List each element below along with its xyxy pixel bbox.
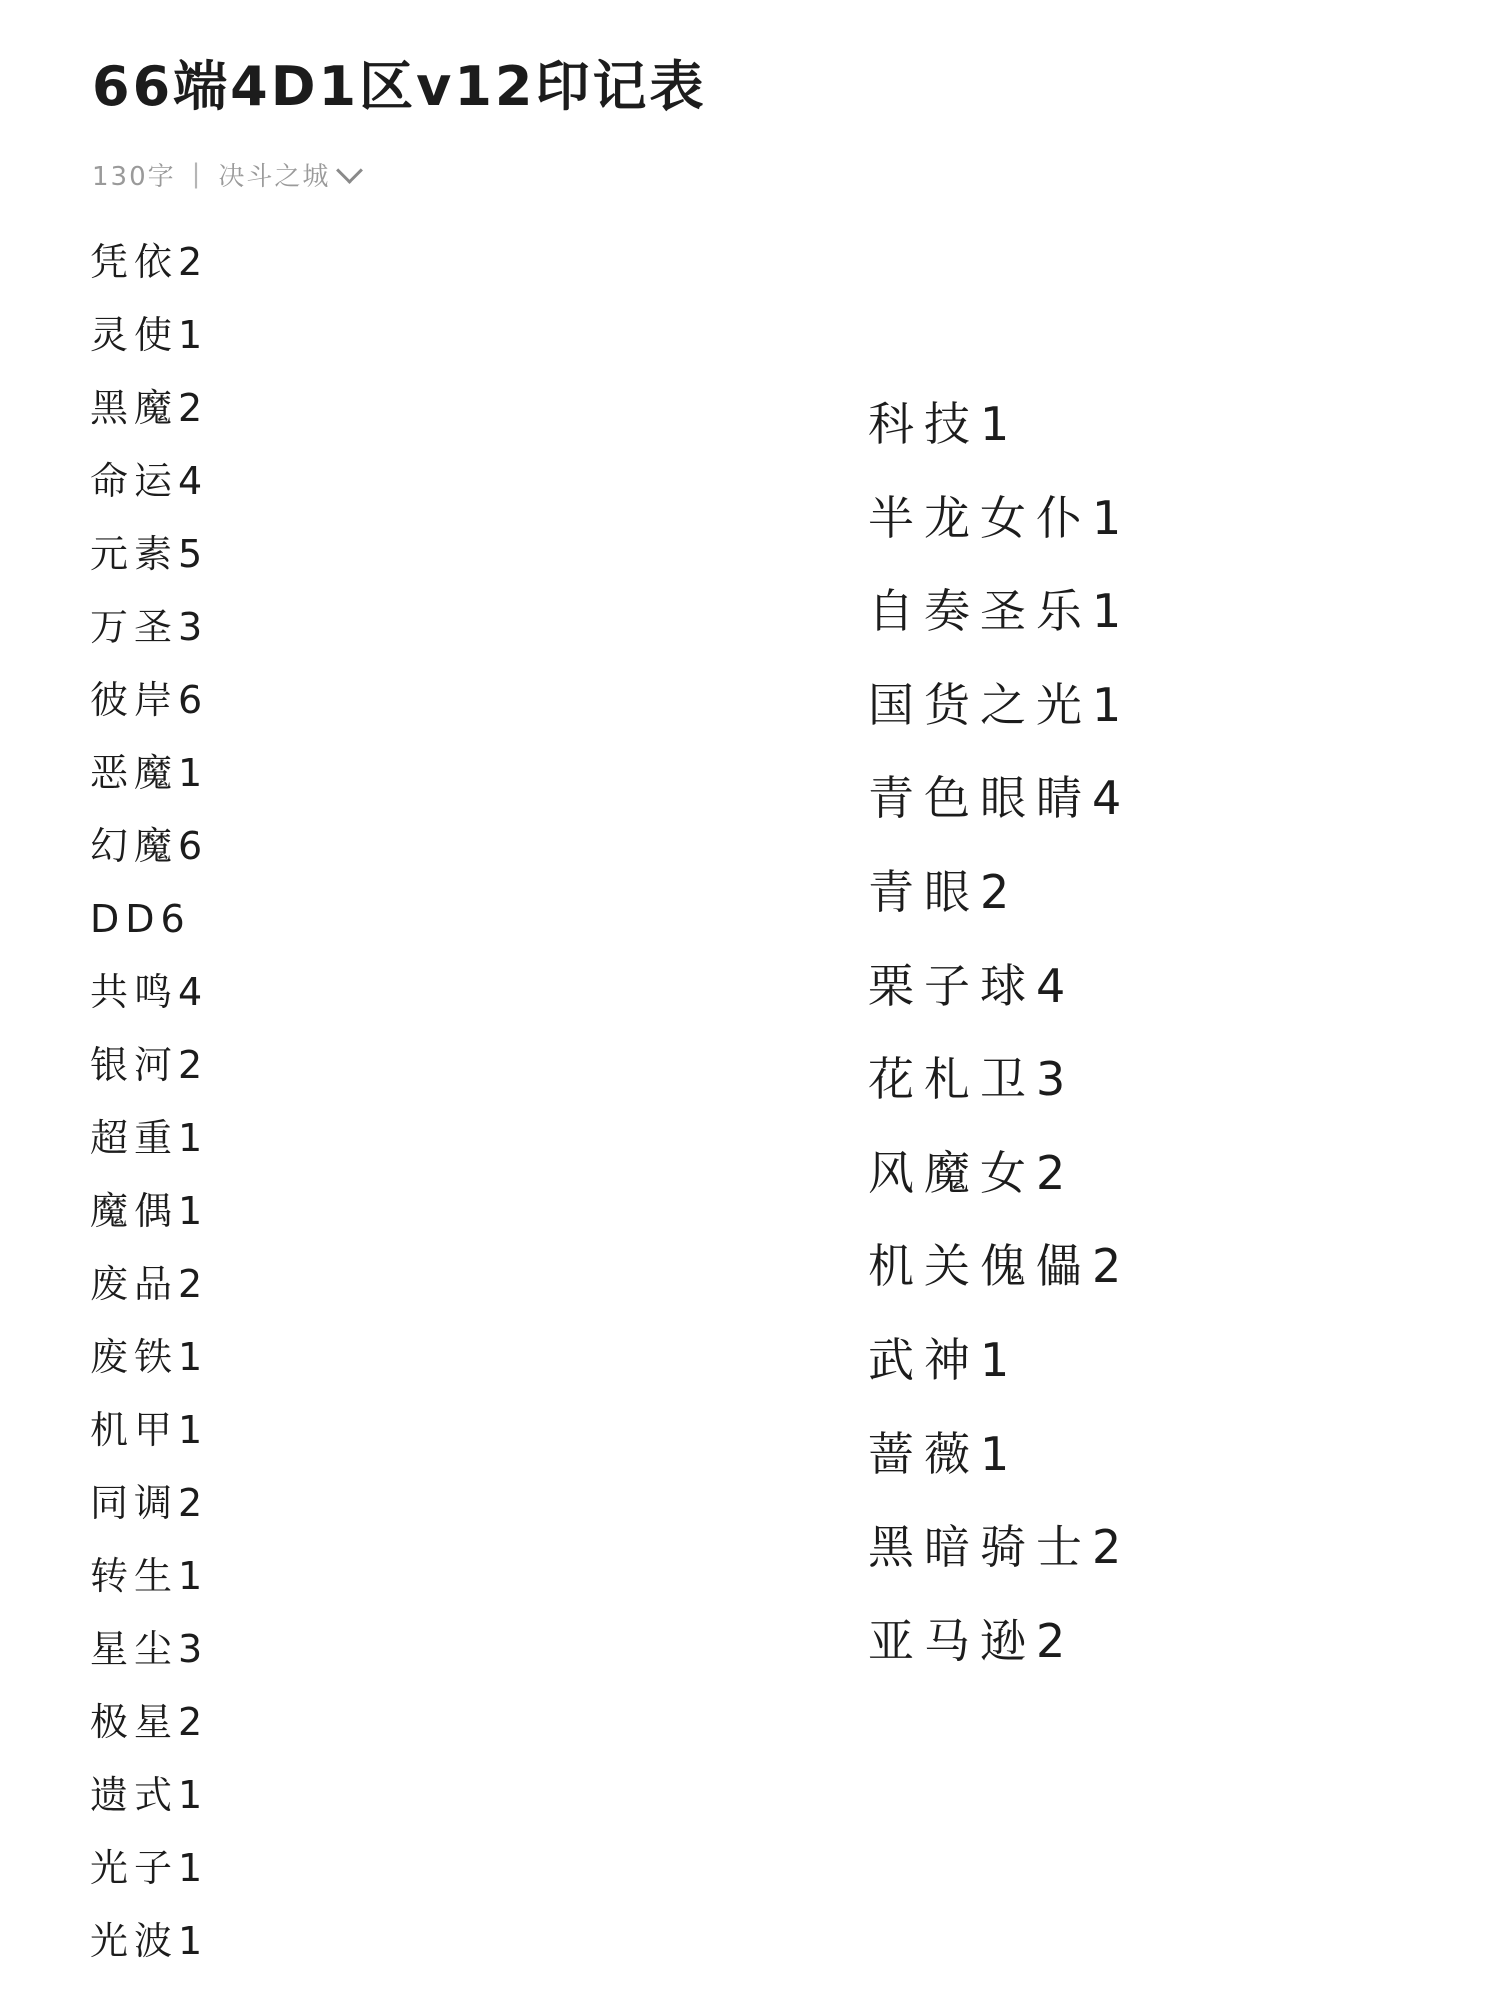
document-meta	[92, 150, 359, 198]
list-item: 半龙女仆1	[868, 490, 1132, 545]
list-item: 超重1	[90, 1116, 209, 1160]
left-column-list	[90, 232, 208, 1984]
list-item: 银河2	[90, 1043, 209, 1087]
list-item: 亚马逊2	[868, 1613, 1076, 1668]
list-item: 遗式1	[90, 1773, 209, 1817]
list-item: 彼岸6	[90, 678, 209, 722]
list-item: 废铁1	[90, 1335, 209, 1379]
list-item: 武神1	[868, 1332, 1020, 1387]
list-item: 共鸣4	[90, 970, 209, 1014]
list-item: 转生1	[90, 1554, 209, 1598]
list-item: 命运4	[90, 459, 209, 503]
list-item: 灵使1	[90, 313, 209, 357]
list-item: 万圣3	[90, 605, 209, 649]
list-item: DD6	[90, 897, 191, 941]
word-count: 130字	[92, 161, 176, 192]
chevron-down-icon[interactable]	[336, 157, 363, 184]
list-item: 自奏圣乐1	[868, 584, 1132, 639]
list-item: 青色眼睛4	[868, 771, 1132, 826]
list-item: 极星2	[90, 1700, 209, 1744]
list-item: 魔偶1	[90, 1189, 209, 1233]
list-item: 风魔女2	[868, 1145, 1076, 1200]
list-item: 科技1	[868, 397, 1020, 451]
list-item: 星尘3	[90, 1627, 209, 1671]
list-item: 青眼2	[868, 864, 1020, 919]
list-item: 栗子球4	[868, 958, 1076, 1013]
list-item: 元素5	[90, 532, 209, 576]
list-item: 废品2	[90, 1262, 209, 1306]
list-item: 黑暗骑士2	[868, 1520, 1132, 1575]
list-item: 黑魔2	[90, 386, 209, 430]
list-item: 光波1	[90, 1919, 209, 1963]
list-item: 恶魔1	[90, 751, 209, 795]
list-item: 机关傀儡2	[868, 1239, 1132, 1294]
list-item: 蔷薇1	[868, 1426, 1020, 1481]
list-item: 同调2	[90, 1481, 209, 1525]
list-item: 幻魔6	[90, 824, 209, 868]
list-item: 凭依2	[90, 240, 209, 284]
list-item: 国货之光1	[868, 677, 1132, 732]
document-title: 66端4D1区v12印记表	[92, 55, 707, 118]
category-label: 决斗之城	[218, 161, 331, 192]
list-item: 机甲1	[90, 1408, 209, 1452]
category-selector[interactable]	[218, 156, 359, 193]
right-column-list	[868, 388, 1131, 1698]
list-item: 光子1	[90, 1846, 209, 1890]
meta-divider: |	[191, 159, 203, 189]
list-item: 花札卫3	[868, 1052, 1076, 1107]
